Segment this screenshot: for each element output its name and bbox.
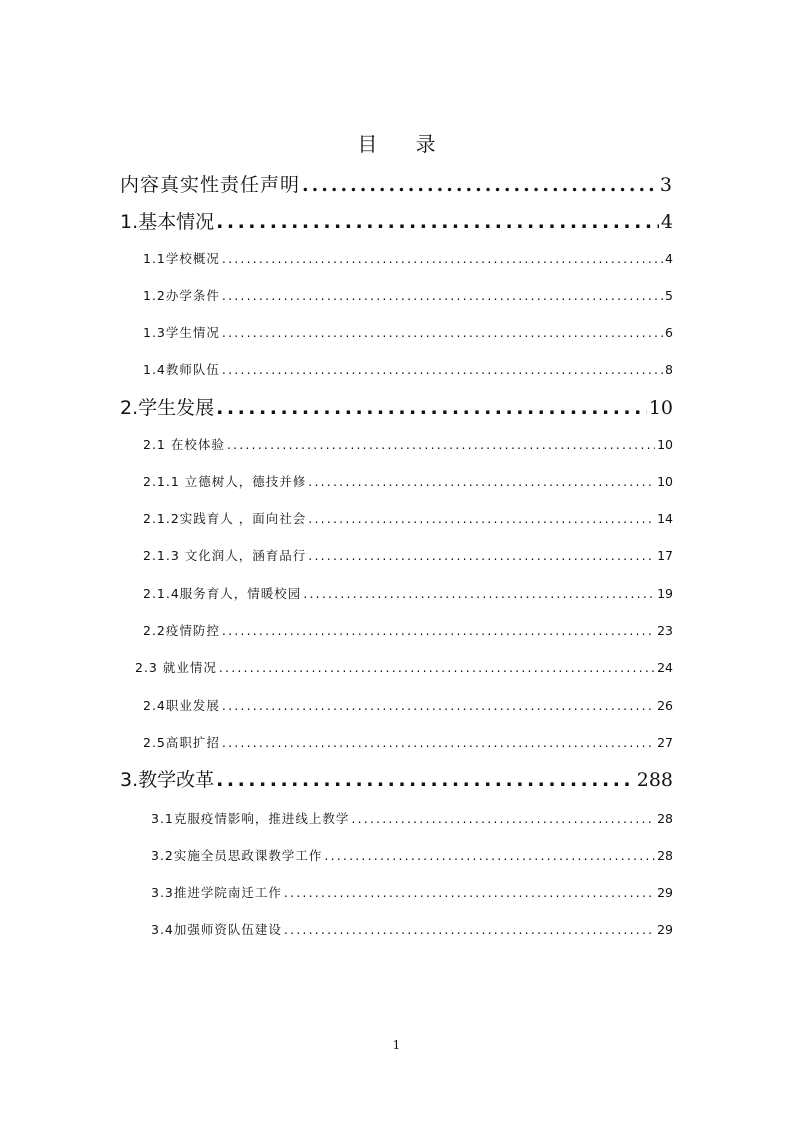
toc-leader-dots	[219, 660, 655, 675]
toc-entry-label: 3.2实施全员思政课教学工作	[151, 848, 323, 863]
toc-leader-dots	[216, 397, 647, 419]
toc-leader-dots	[308, 548, 655, 563]
toc-entry-3-1[interactable]	[151, 809, 673, 827]
toc-entry-label: 3.教学改革	[120, 769, 215, 791]
toc-entry-2-1-3[interactable]	[143, 546, 673, 564]
toc-entry-2-5[interactable]	[143, 733, 673, 751]
toc-entry-label: 2.1.3 文化润人，涵育品行	[143, 548, 307, 563]
toc-leader-dots	[303, 586, 655, 601]
toc-entry-page: 3	[659, 174, 673, 196]
toc-entry-label: 2.1 在校体验	[143, 437, 225, 452]
toc-entry-2-1-1[interactable]	[143, 472, 673, 490]
toc-entry-2-4[interactable]	[143, 696, 673, 714]
toc-entry-page: 23	[657, 623, 673, 638]
toc-entry-label: 1.4教师队伍	[143, 362, 220, 377]
toc-leader-dots	[222, 623, 655, 638]
toc-entry-label: 内容真实性责任声明	[120, 174, 301, 196]
toc-leader-dots	[227, 437, 655, 452]
toc-entry-1-4[interactable]	[143, 360, 673, 378]
page-number: 1	[392, 1038, 401, 1052]
toc-entry-3-4[interactable]	[151, 920, 673, 938]
toc-entry-page: 4	[660, 211, 673, 233]
toc-leader-dots	[308, 511, 655, 526]
toc-entry-2-1-4[interactable]	[143, 584, 673, 602]
toc-entry-label: 2.1.1 立德树人，德技并修	[143, 474, 307, 489]
toc-entry-1-3[interactable]	[143, 323, 673, 341]
toc-entry-label: 1.基本情况	[120, 211, 215, 233]
toc-entry-page: 29	[657, 885, 673, 900]
toc-leader-dots	[284, 885, 655, 900]
toc-entry-2-1-2[interactable]	[143, 509, 673, 527]
toc-entry-page: 8	[665, 362, 673, 377]
toc-entry-page: 19	[657, 586, 673, 601]
toc-entry-page: 14	[657, 511, 673, 526]
toc-entry-declaration[interactable]	[120, 170, 673, 197]
toc-leader-dots	[222, 325, 663, 340]
toc-entry-page: 28	[657, 811, 673, 826]
toc-entry-2-3[interactable]	[135, 658, 673, 676]
toc-entry-label: 3.1克服疫情影响，推进线上教学	[151, 811, 350, 826]
toc-entry-3-2[interactable]	[151, 846, 673, 864]
toc-leader-dots	[222, 735, 655, 750]
toc-leader-dots	[351, 811, 655, 826]
toc-entry-label: 1.3学生情况	[143, 325, 220, 340]
toc-leader-dots	[222, 698, 655, 713]
toc-entry-label: 3.3推进学院南迁工作	[151, 885, 282, 900]
toc-entry-page: 6	[665, 325, 673, 340]
toc-leader-dots	[302, 174, 658, 196]
toc-entry-section-3[interactable]	[120, 765, 673, 792]
toc-leader-dots	[222, 288, 663, 303]
toc-entry-section-1[interactable]	[120, 207, 673, 234]
toc-entry-label: 2.1.2实践育人 ，面向社会	[143, 511, 307, 526]
toc-entry-3-3[interactable]	[151, 883, 673, 901]
toc-entry-page: 288	[636, 769, 673, 791]
toc-entry-label: 3.4加强师资队伍建设	[151, 922, 282, 937]
toc-entry-page: 10	[648, 397, 673, 419]
toc-leader-dots	[284, 922, 655, 937]
toc-entry-page: 10	[657, 474, 673, 489]
toc-leader-dots	[324, 848, 655, 863]
toc-entry-page: 17	[657, 548, 673, 563]
toc-leader-dots	[216, 769, 635, 791]
toc-entry-1-2[interactable]	[143, 286, 673, 304]
toc-entry-page: 10	[657, 437, 673, 452]
toc-title: 目 录	[357, 132, 452, 156]
toc-entry-label: 2.4职业发展	[143, 698, 220, 713]
toc-leader-dots	[308, 474, 655, 489]
toc-entry-page: 4	[665, 251, 673, 266]
toc-entry-page: 28	[657, 848, 673, 863]
toc-entry-label: 2.5高职扩招	[143, 735, 220, 750]
toc-entry-label: 2.2疫情防控	[143, 623, 220, 638]
toc-entry-label: 1.2办学条件	[143, 288, 220, 303]
toc-entry-2-2[interactable]	[143, 621, 673, 639]
toc-leader-dots	[216, 211, 659, 233]
toc-entry-label: 2.1.4服务育人，情暖校园	[143, 586, 302, 601]
toc-leader-dots	[222, 362, 663, 377]
toc-entry-section-2[interactable]	[120, 393, 673, 420]
toc-entry-page: 26	[657, 698, 673, 713]
toc-leader-dots	[222, 251, 663, 266]
toc-entry-2-1[interactable]	[143, 435, 673, 453]
toc-entry-page: 29	[657, 922, 673, 937]
toc-entry-label: 2.3 就业情况	[135, 660, 217, 675]
toc-entry-label: 2.学生发展	[120, 397, 215, 419]
toc-entry-page: 27	[657, 735, 673, 750]
toc-entry-page: 5	[665, 288, 673, 303]
toc-entry-1-1[interactable]	[143, 249, 673, 267]
toc-entry-label: 1.1学校概况	[143, 251, 220, 266]
toc-entry-page: 24	[657, 660, 673, 675]
